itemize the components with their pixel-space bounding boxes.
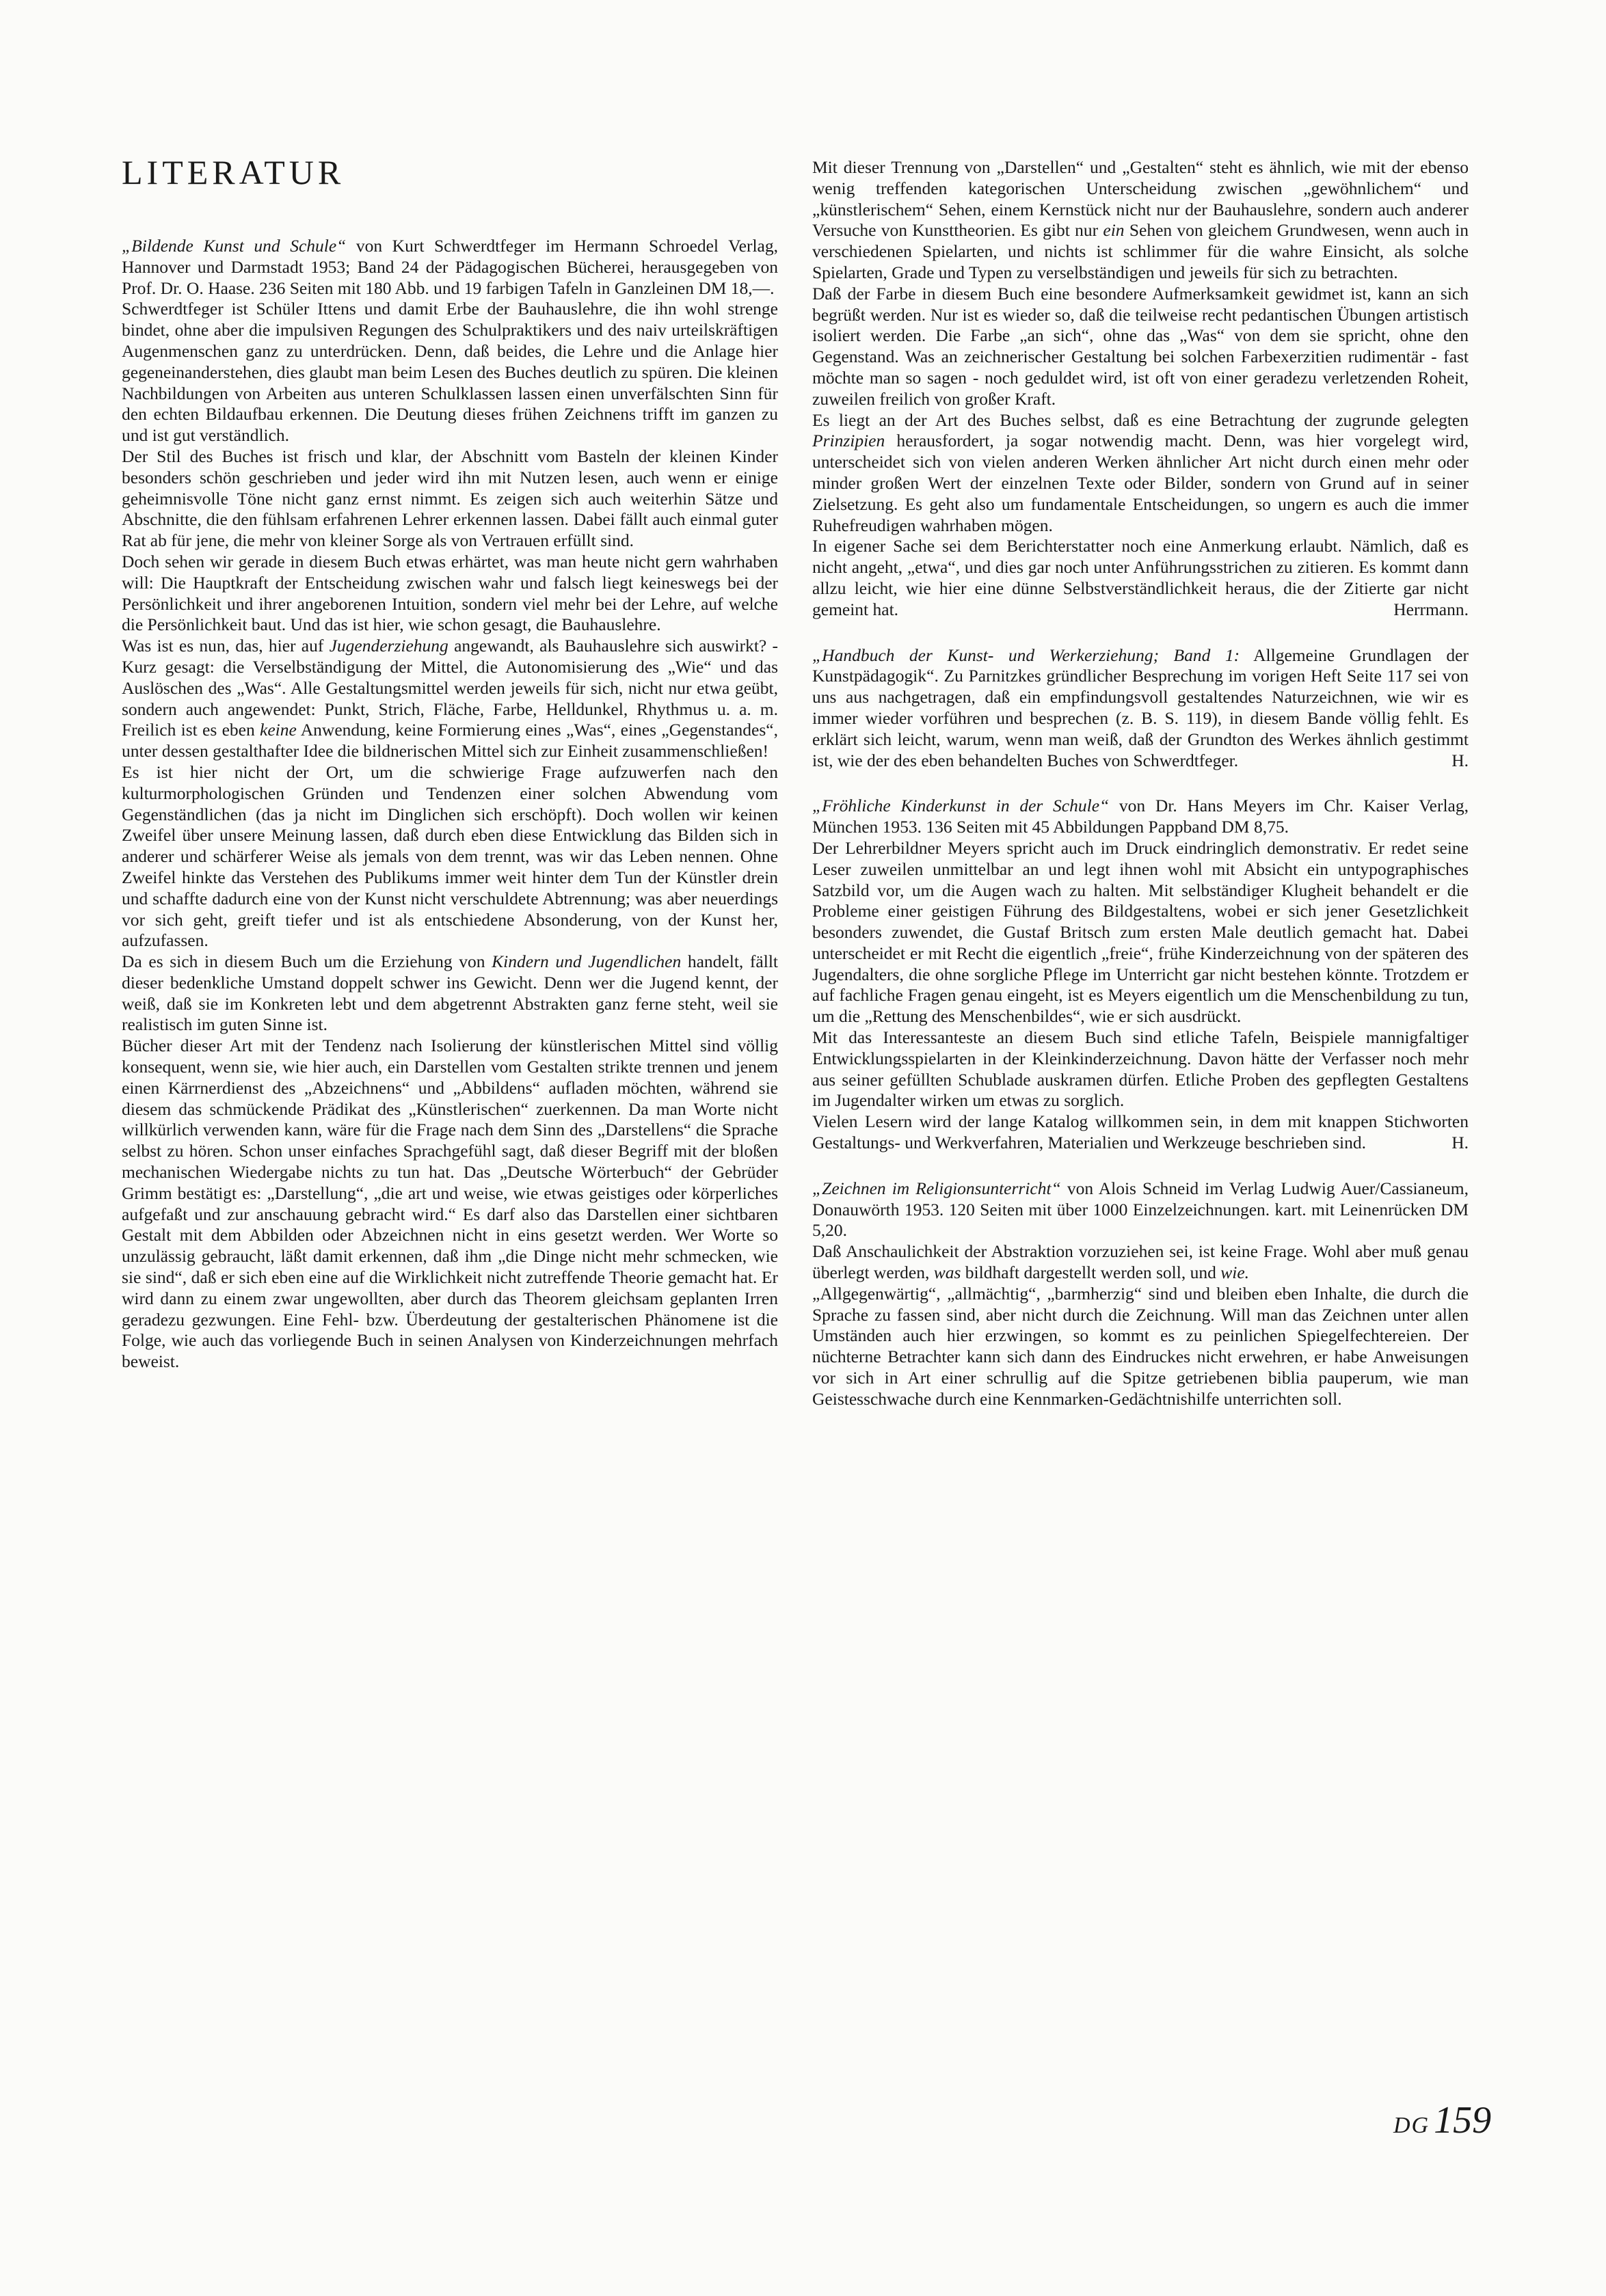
book-title: „Handbuch der Kunst- und Werkerziehung; Band 1: <box>812 645 1240 665</box>
page-footer <box>1393 2098 1491 2142</box>
journal-abbreviation: DG <box>1393 2113 1430 2138</box>
review-2-bibliography: „Handbuch der Kunst- und Werkerziehung; Band 1: Allgemeine Grundlagen der Kunstpädagogik“. Zu Parnitzkes gründlicher Besprechung im vorigen Heft Seite 117 sei von uns aus nachgetragen, daß ein empfindungsvoll gestaltendes Naturzeichnen, wie wir es immer wieder vorführen und besprechen (z. B. S. 119), in diesem Bande völlig fehlt. Es erklärt sich leicht, warum, wenn man weiß, daß der Grundton des Werkes ähnlich gestimmt ist, wie der des eben behandelten Buches von Schwerdtfeger. H. <box>812 645 1469 770</box>
paragraph: Schwerdtfeger ist Schüler Ittens und damit Erbe der Bauhauslehre, die ihn wohl strenge bindet, ohne aber die impulsiven Regungen des Schulpraktikers und des naiv urteilskräftigen Augenmenschen ganz zu unterdrücken. Denn, daß beides, die Lehre und die Anlage hier gegeneinanderstehen, dies glaubt man beim Lesen des Buches deutlich zu spüren. Die kleinen Nachbildungen von Arbeiten aus unteren Schulklassen lassen einen unverfälschten Sinn für den echten Bildaufbau erkennen. Die Deutung dieses frühen Zeichnens trifft im ganzen zu und ist gut verständlich. <box>122 299 778 446</box>
paragraph: „Allgegenwärtig“, „allmächtig“, „barmherzig“ sind und bleiben eben Inhalte, die durch die Sprache zu fassen sind, aber nicht durch die Zeichnung. Will man das Zeichnen unter allen Umständen auch hier erzwingen, so kommt es zu peinlichen Spiegelfechtereien. Der nüchterne Betrachter kann sich dann des Eindruckes nicht erwehren, er habe Anweisungen vor sich in Art einer schrullig auf die Spitze getriebenen biblia pauperum, wie man Geistesschwache durch eine Kennmarken-Gedächtnishilfe unterrichten soll. <box>812 1283 1469 1409</box>
paragraph: Der Lehrerbildner Meyers spricht auch im Druck eindringlich demonstrativ. Er redet seine Leser zuweilen unmittelbar an und legt ihnen wohl mit Absicht ein untypographisches Satzbild vor, um die Augen wach zu halten. Mit selbständiger Klugheit behandelt er die Probleme einer geistigen Führung des Bildgestaltens, wobei er sich jener Gesetzlichkeit besonders zuwendet, die Gustaf Britsch zum ersten Male deutlich gemacht hat. Dabei unterscheidet er mit Recht die eigentlich „freie“, frühe Kinderzeichnung von der späteren des Jugendalters, die ohne sorgliche Pflege im Unterricht gar nicht bestehen könnte. Trotzdem er auf fachliche Fragen genau eingeht, ist es Meyers eigentlich um die Menschenbildung zu tun, um die „Rettung des Menschenbildes“, wie er sich ausdrückt. <box>812 837 1469 1027</box>
right-column <box>812 157 1469 1410</box>
page-number: 159 <box>1434 2099 1492 2142</box>
paragraph: Daß Anschaulichkeit der Abstraktion vorzuziehen sei, ist keine Frage. Wohl aber muß genau überlegt werden, was bildhaft dargestellt werden soll, und wie. <box>812 1241 1469 1283</box>
reviewer-signature: H. <box>1451 750 1469 770</box>
paragraph: Mit dieser Trennung von „Darstellen“ und „Gestalten“ steht es ähnlich, wie mit der ebenso wenig treffenden kategorischen Unterscheidung zwischen „gewöhnlichem“ und „künstlerischem“ Sehen, einem Kernstück nicht nur der Bauhauslehre, sondern auch anderer Versuche von Kunsttheorien. Es gibt nur ein Sehen von gleichem Grundwesen, wenn auch in verschiedenen Spielarten, und nichts ist schlimmer für die wahre Einsicht, als solche Spielarten, Grade und Typen zu verselbständigen und jeweils für sich zu betrachten. <box>812 157 1469 282</box>
paragraph: Daß der Farbe in diesem Buch eine besondere Aufmerksamkeit gewidmet ist, kann an sich begrüßt werden. Nur ist es wieder so, daß die teilweise recht pedantischen Übungen artistisch isoliert werden. Die Farbe „an sich“, ohne das „Was“ von dem sie spricht, ohne den Gegenstand. Was an zeichnerischer Gestaltung bei solchen Farbexerzitien rudimentär - fast möchte man so sagen - noch geduldet wird, ist oft von einer geradezu verletzenden Roheit, zuweilen freilich von großer Kraft. <box>812 283 1469 409</box>
book-title: „Fröhliche Kinderkunst in der Schule“ <box>812 796 1110 816</box>
reviewer-signature: H. <box>1451 1133 1469 1153</box>
paragraph: Bücher dieser Art mit der Tendenz nach Isolierung der künstlerischen Mittel sind völlig konsequent, wenn sie, wie hier auch, ein Darstellen vom Gestalten strikte trennen und jenem einen Kärrnerdienst des „Abzeichnens“ und „Abbildens“ aufladen möchten, während sie diesem das schmückende Prädikat des „Künstlerischen“ zuerkennen. Da man Worte nicht willkürlich verwenden kann, wäre für die Frage nach dem Sinn des „Darstellens“ die Sprache selbst zu hören. Schon unser einfaches Sprachgefühl sagt, daß dieser Begriff mit der bloßen mechanischen Wiedergabe nichts zu tun hat. Das „Deutsche Wörterbuch“ der Gebrüder Grimm bestätigt es: „Darstellung“, „die art und weise, wie etwas geistiges oder körperliches aufgefaßt und zur anschauung gebracht wird.“ Es darf also das Darstellen einer sichtbaren Gestalt mit dem Abbilden oder Abzeichnen nicht in eins gesetzt werden. Wer Worte so unzulässig gebraucht, läßt damit erkennen, daß ihm „die Dinge nicht mehr schmecken, wie sie sind“, daß er sich eben eine auf die Wirklichkeit nicht zutreffende Theorie gemacht hat. Er wird dann zu einem zwar ungewollten, aber durch das Theorem gleichsam geplanten Irren geradezu gezwungen. Eine Fehl- bzw. Überdeutung der gestalterischen Phänomene ist die Folge, wie auch das vorliegende Buch in seinen Analysen von Kinderzeichnungen mehrfach beweist. <box>122 1036 778 1372</box>
page-title: LITERATUR <box>122 153 345 191</box>
review-3-bibliography: „Fröhliche Kinderkunst in der Schule“ von Dr. Hans Meyers im Chr. Kaiser Verlag, München 1953. 136 Seiten mit 45 Abbildungen Pappband DM 8,75. <box>812 796 1469 837</box>
book-title: „Zeichnen im Religionsunterricht“ <box>812 1178 1061 1198</box>
paragraph: Es ist hier nicht der Ort, um die schwierige Frage aufzuwerfen nach den kulturmorphologischen Gründen und Tendenzen einer solchen Abwendung vom Gegenständlichen (das ja nicht im Dinglichen sich erschöpft). Doch wollen wir keinen Zweifel über unsere Meinung lassen, daß durch eben diese Entwicklung das Bilden sich in anderer und schärferer Weise als jemals von dem trennt, was wir das Leben nennen. Ohne Zweifel hinkte das Verstehen des Publikums immer weit hinter dem Tun der Künstler drein und schaffte dadurch eine von der Kunst nicht verschuldete Abtrennung; was aber neuerdings vor sich geht, greift tiefer und ist als entschiedene Absonderung, von der Kunst her, aufzufassen. <box>122 761 778 951</box>
paragraph: Doch sehen wir gerade in diesem Buch etwas erhärtet, was man heute nicht gern wahrhaben will: Die Hauptkraft der Entscheidung zwischen wahr und falsch liegt keineswegs bei der Persönlichkeit und ihrer angeborenen Intuition, sondern viel mehr bei der Lehre, auf welche die Persönlichkeit baut. Und das ist hier, wie schon gesagt, die Bauhauslehre. <box>122 551 778 635</box>
left-column <box>122 236 778 1373</box>
review-1-bibliography: „Bildende Kunst und Schule“ von Kurt Schwerdtfeger im Hermann Schroedel Verlag, Hannover und Darmstadt 1953; Band 24 der Pädagogischen Bücherei, herausgegeben von Prof. Dr. O. Haase. 236 Seiten mit 180 Abb. und 19 farbigen Tafeln in Ganzleinen DM 18,—. <box>122 236 778 298</box>
paragraph: Es liegt an der Art des Buches selbst, daß es eine Betrachtung der zugrunde gelegten Prinzipien herausfordert, ja sogar notwendig macht. Denn, was hier vorgelegt wird, unterscheidet sich von vielen anderen Werken ähnlicher Art nicht durch einen mehr oder minder großen Wert der einzelnen Texte oder Bilder, sondern von Grund auf in seiner Zielsetzung. Es geht also um fundamentale Entscheidungen, so ungern es auch die immer Ruhefreudigen wahrhaben mögen. <box>812 409 1469 535</box>
paragraph: Mit das Interessanteste an diesem Buch sind etliche Tafeln, Beispiele mannigfaltiger Entwicklungsspielarten in der Kleinkinderzeichnung. Davon hätte der Verfasser noch mehr aus seiner gefüllten Schublade auskramen dürfen. Etliche Proben des gepflegten Gestaltens im Jugendalter wirken um etwas zu sorglich. <box>812 1027 1469 1111</box>
paragraph: Vielen Lesern wird der lange Katalog willkommen sein, in dem mit knappen Stichworten Gestaltungs- und Werkverfahren, Materialien und Werkzeuge beschrieben sind. H. <box>812 1111 1469 1153</box>
paragraph: Der Stil des Buches ist frisch und klar, der Abschnitt vom Basteln der kleinen Kinder besonders schön geschrieben und jeder wird ihn mit Nutzen lesen, auch wenn er einige geheimnisvolle Töne nicht ganz ernst nimmt. Es zeigen sich auch weiterhin Sätze und Abschnitte, die den fühlsam erfahrenen Lehrer erkennen lassen. Dabei fällt auch einmal guter Rat ab für jene, die mehr von kleiner Sorge als von Vertrauen erfüllt sind. <box>122 446 778 551</box>
book-title: „Bildende Kunst und Schule“ <box>122 236 347 256</box>
paragraph: Was ist es nun, das, hier auf Jugenderziehung angewandt, als Bauhauslehre sich auswirkt? - Kurz gesagt: die Verselbständigung der Mittel, die Autonomisierung des „Wie“ und das Auslöschen des „Was“. Alle Gestaltungsmittel werden jeweils für sich, nicht nur etwa geübt, sondern auch angewendet: Punkt, Strich, Fläche, Farbe, Helldunkel, Rhythmus u. a. m. Freilich ist es eben keine Anwendung, keine Formierung eines „Was“, eines „Gegenstandes“, unter dessen gestalthafter Idee die bildnerischen Mittel sich zur Einheit zusammenschließen! <box>122 636 778 761</box>
paragraph: In eigener Sache sei dem Berichterstatter noch eine Anmerkung erlaubt. Nämlich, daß es nicht angeht, „etwa“, und dies gar noch unter Anführungsstrichen zu zitieren. Es kommt dann allzu leicht, wie hier eine dünne Selbstverständlichkeit heraus, die der Zitierte gar nicht gemeint hat. Herrmann. <box>812 536 1469 619</box>
review-4-bibliography: „Zeichnen im Religionsunterricht“ von Alois Schneid im Verlag Ludwig Auer/Cassianeum, Donauwörth 1953. 120 Seiten mit über 1000 Einzelzeichnungen. kart. mit Leinenrücken DM 5,20. <box>812 1178 1469 1241</box>
reviewer-signature: Herrmann. <box>1393 599 1469 619</box>
paragraph: Da es sich in diesem Buch um die Erziehung von Kindern und Jugendlichen handelt, fällt dieser bedenkliche Umstand doppelt schwer ins Gewicht. Denn wer die Jugend kennt, der weiß, daß sie im Konkreten lebt und dem abgetrennt Abstrakten ganz ferne steht, weil sie realistisch im guten Sinne ist. <box>122 951 778 1035</box>
